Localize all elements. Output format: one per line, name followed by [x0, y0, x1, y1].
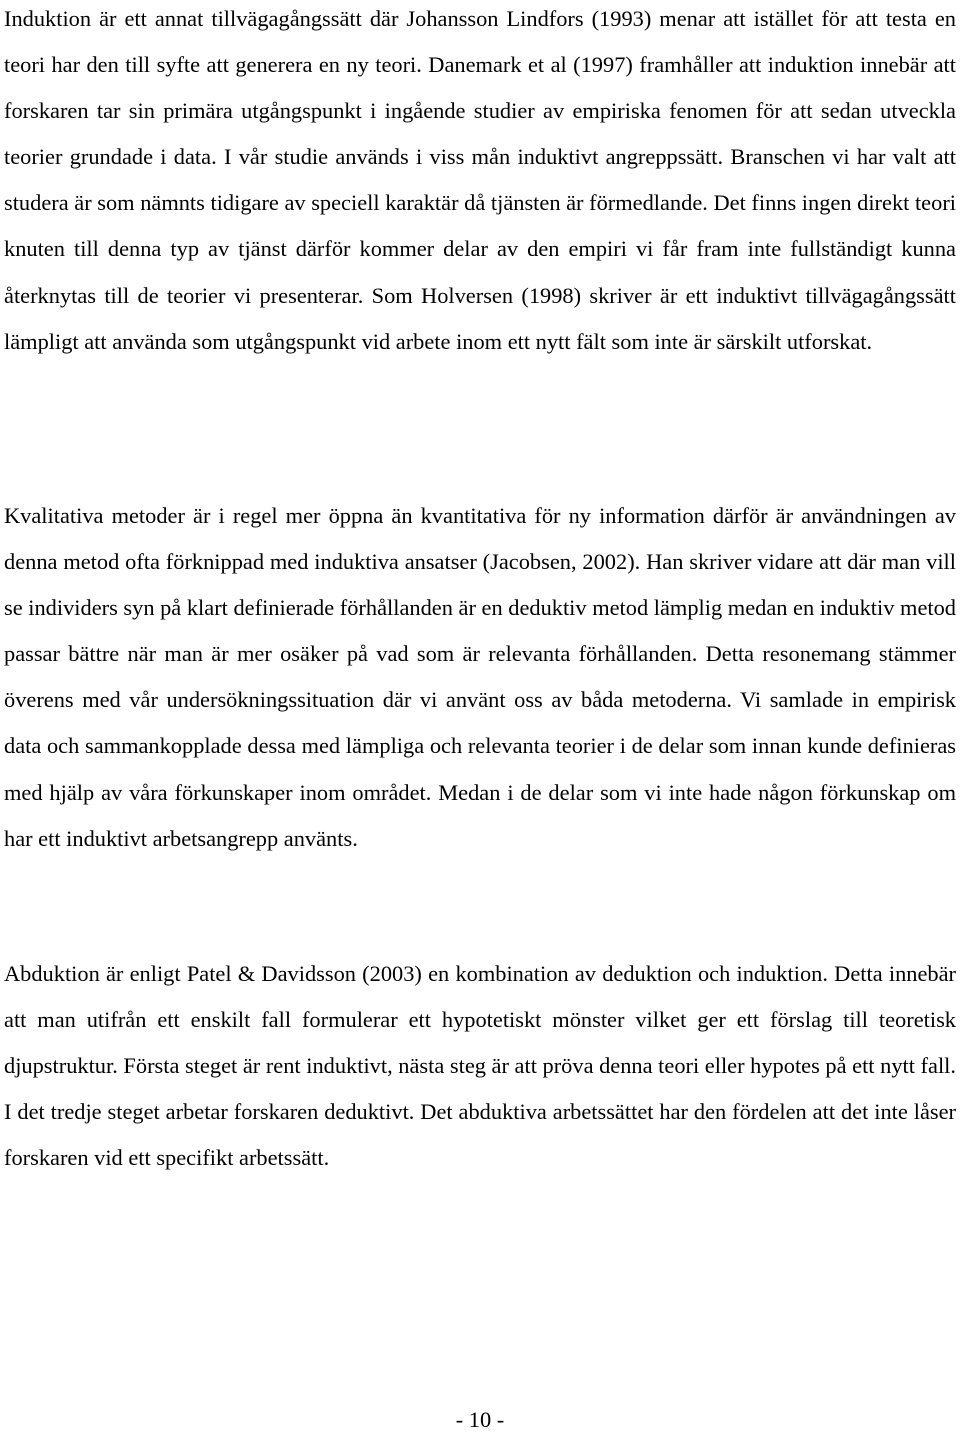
paragraph-abduction: Abduktion är enligt Patel & Davidsson (2003) en kombination av deduktion och induktion. Detta innebär att man utifrån ett enskilt fall formulerar ett hypotetiskt mönster vilket ger ett förslag till teoretisk djupstruktur. Första steget är rent induktivt, nästa steg är att pröva denna teori eller hypotes på ett nytt fall. I det tredje steget arbetar forskaren deduktivt. Det abduktiva arbetssättet har den fördelen att det inte låser forskaren vid ett specifikt arbetssätt.: [4, 961, 956, 1171]
page-number: - 10 -: [455, 1407, 505, 1432]
paragraph-induction: Induktion är ett annat tillvägagångssätt där Johansson Lindfors (1993) menar att istället för att testa en teori har den till syfte att generera en ny teori. Danemark et al (1997) framhåller att induktion innebär att forskaren tar sin primära utgångspunkt i ingående studier av empiriska fenomen för att sedan utveckla teorier grundade i data. I vår studie används i viss mån induktivt angreppssätt. Branschen vi har valt att studera är som nämnts tidigare av speciell karaktär då tjänsten är förmedlande. Det finns ingen direkt teori knuten till denna typ av tjänst därför kommer delar av den empiri vi får fram inte fullständigt kunna återknytas till de teorier vi presenterar. Som Holversen (1998) skriver är ett induktivt tillvägagångssätt lämpligt att använda som utgångspunkt vid arbete inom ett nytt fält som inte är särskilt utforskat.: [4, 6, 956, 354]
paragraph-qualitative-methods: Kvalitativa metoder är i regel mer öppna än kvantitativa för ny information därför är användningen av denna metod ofta förknippad med induktiva ansatser (Jacobsen, 2002). Han skriver vidare att där man vill se individers syn på klart definierade förhållanden är en deduktiv metod lämplig medan en induktiv metod passar bättre när man är mer osäker på vad som är relevanta förhållanden. Detta resonemang stämmer överens med vår undersökningssituation där vi använt oss av båda metoderna. Vi samlade in empirisk data och sammankopplade dessa med lämpliga och relevanta teorier i de delar som innan kunde definieras med hjälp av våra förkunskaper inom området. Medan i de delar som vi inte hade någon förkunskap om har ett induktivt arbetsangrepp använts.: [4, 503, 956, 851]
